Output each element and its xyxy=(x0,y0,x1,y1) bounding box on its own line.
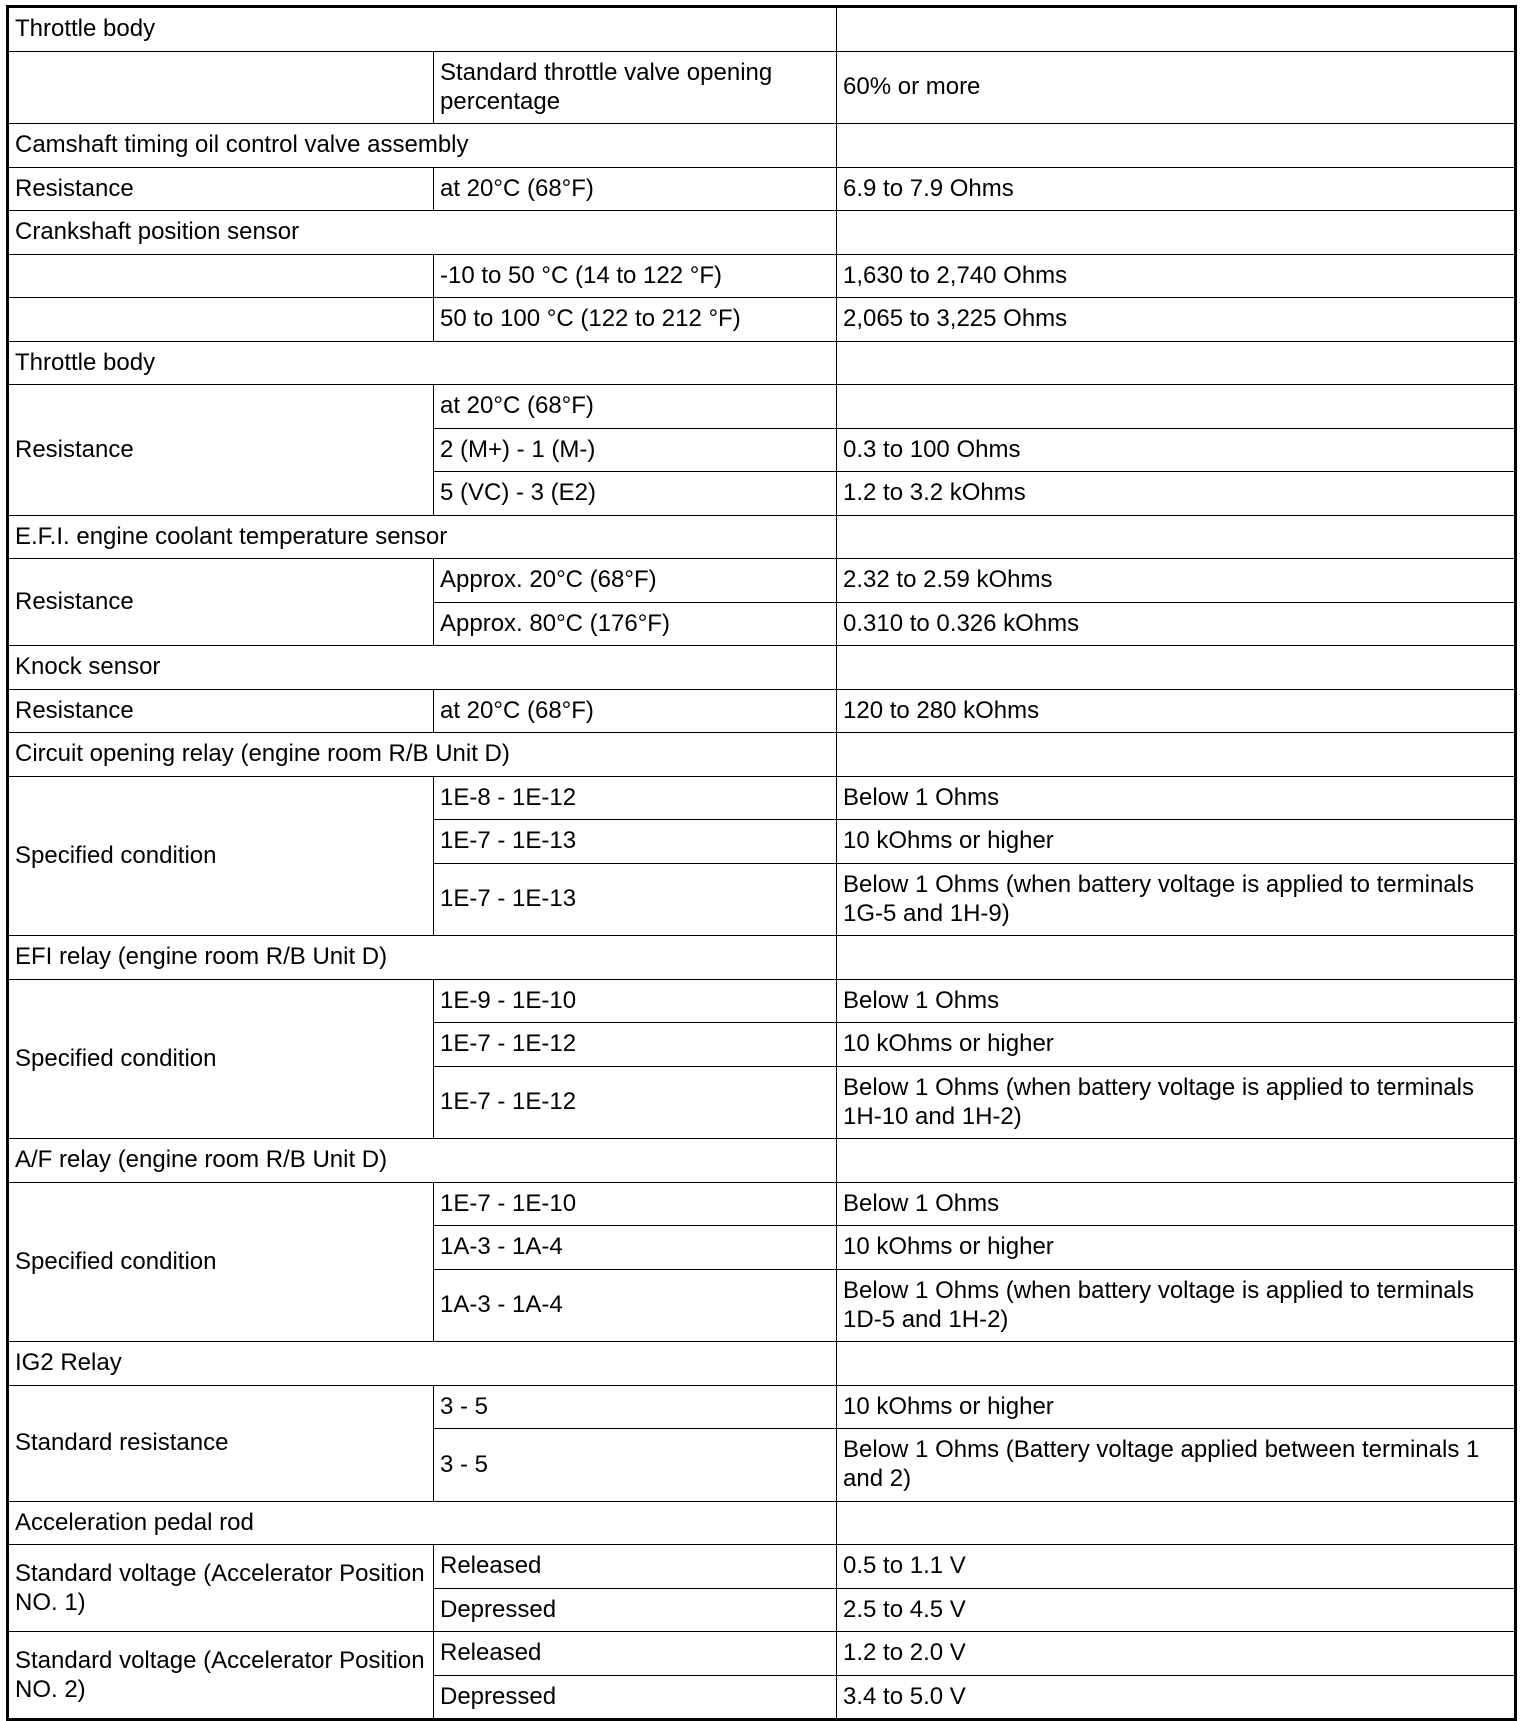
section-row xyxy=(8,1342,1516,1386)
value-cell: 10 kOhms or higher xyxy=(837,820,1516,864)
value-cell: 10 kOhms or higher xyxy=(837,1023,1516,1067)
empty-cell xyxy=(8,51,434,124)
condition-cell: -10 to 50 °C (14 to 122 °F) xyxy=(434,254,837,298)
section-row xyxy=(8,936,1516,980)
value-cell: 10 kOhms or higher xyxy=(837,1226,1516,1270)
item-cell: Specified condition xyxy=(8,1182,434,1342)
value-cell: Below 1 Ohms (when battery voltage is applied to terminals 1D-5 and 1H-2) xyxy=(837,1269,1516,1342)
table-row xyxy=(8,254,1516,298)
empty-cell xyxy=(837,1501,1516,1545)
value-cell: 0.3 to 100 Ohms xyxy=(837,428,1516,472)
condition-cell: 1A-3 - 1A-4 xyxy=(434,1226,837,1270)
condition-cell: Approx. 80°C (176°F) xyxy=(434,602,837,646)
condition-cell: 1A-3 - 1A-4 xyxy=(434,1269,837,1342)
condition-cell: 50 to 100 °C (122 to 212 °F) xyxy=(434,298,837,342)
value-cell: Below 1 Ohms xyxy=(837,979,1516,1023)
section-row xyxy=(8,211,1516,255)
section-row xyxy=(8,1139,1516,1183)
condition-cell: at 20°C (68°F) xyxy=(434,167,837,211)
section-title: Camshaft timing oil control valve assembly xyxy=(8,124,837,168)
empty-cell xyxy=(837,733,1516,777)
value-cell: 2.5 to 4.5 V xyxy=(837,1588,1516,1632)
section-row xyxy=(8,1501,1516,1545)
condition-cell: 1E-7 - 1E-10 xyxy=(434,1182,837,1226)
table-row xyxy=(8,1385,1516,1429)
condition-cell: 2 (M+) - 1 (M-) xyxy=(434,428,837,472)
section-row xyxy=(8,515,1516,559)
value-cell: 1.2 to 2.0 V xyxy=(837,1632,1516,1676)
table-row xyxy=(8,979,1516,1023)
value-cell: 0.5 to 1.1 V xyxy=(837,1545,1516,1589)
item-cell: Standard voltage (Accelerator Position NO. 2) xyxy=(8,1632,434,1720)
section-title: Circuit opening relay (engine room R/B Unit D) xyxy=(8,733,837,777)
item-cell: Specified condition xyxy=(8,979,434,1139)
value-cell: 2,065 to 3,225 Ohms xyxy=(837,298,1516,342)
table-row xyxy=(8,51,1516,124)
empty-cell xyxy=(8,254,434,298)
section-row xyxy=(8,733,1516,777)
value-cell: 3.4 to 5.0 V xyxy=(837,1675,1516,1720)
condition-cell: at 20°C (68°F) xyxy=(434,689,837,733)
table-row xyxy=(8,1182,1516,1226)
condition-cell: 1E-9 - 1E-10 xyxy=(434,979,837,1023)
empty-cell xyxy=(8,298,434,342)
value-cell: 6.9 to 7.9 Ohms xyxy=(837,167,1516,211)
condition-cell: 1E-7 - 1E-12 xyxy=(434,1066,837,1139)
section-title: E.F.I. engine coolant temperature sensor xyxy=(8,515,837,559)
condition-cell: Released xyxy=(434,1545,837,1589)
table-row xyxy=(8,167,1516,211)
item-cell: Resistance xyxy=(8,385,434,516)
value-cell: 0.310 to 0.326 kOhms xyxy=(837,602,1516,646)
table-row xyxy=(8,689,1516,733)
empty-cell xyxy=(837,515,1516,559)
value-cell: Below 1 Ohms (when battery voltage is applied to terminals 1H-10 and 1H-2) xyxy=(837,1066,1516,1139)
value-cell: 1,630 to 2,740 Ohms xyxy=(837,254,1516,298)
value-cell: 60% or more xyxy=(837,51,1516,124)
empty-cell xyxy=(837,7,1516,52)
specifications-table xyxy=(6,5,1517,1721)
section-title: Throttle body xyxy=(8,341,837,385)
empty-cell xyxy=(837,1139,1516,1183)
empty-cell xyxy=(837,1342,1516,1386)
value-cell: Below 1 Ohms xyxy=(837,1182,1516,1226)
table-row xyxy=(8,559,1516,603)
empty-cell xyxy=(837,124,1516,168)
condition-cell: 5 (VC) - 3 (E2) xyxy=(434,472,837,516)
value-cell: 1.2 to 3.2 kOhms xyxy=(837,472,1516,516)
condition-cell: 1E-7 - 1E-12 xyxy=(434,1023,837,1067)
condition-cell: 1E-8 - 1E-12 xyxy=(434,776,837,820)
table-row xyxy=(8,1632,1516,1676)
item-cell: Standard voltage (Accelerator Position NO. 1) xyxy=(8,1545,434,1632)
section-title: EFI relay (engine room R/B Unit D) xyxy=(8,936,837,980)
table-row xyxy=(8,776,1516,820)
table-row xyxy=(8,1545,1516,1589)
table-row xyxy=(8,298,1516,342)
condition-cell: 3 - 5 xyxy=(434,1429,837,1502)
empty-cell xyxy=(837,936,1516,980)
table-row xyxy=(8,385,1516,429)
condition-cell: Standard throttle valve opening percentage xyxy=(434,51,837,124)
condition-cell: 1E-7 - 1E-13 xyxy=(434,863,837,936)
item-cell: Specified condition xyxy=(8,776,434,936)
section-row xyxy=(8,341,1516,385)
section-row xyxy=(8,124,1516,168)
section-title: Crankshaft position sensor xyxy=(8,211,837,255)
empty-cell xyxy=(837,211,1516,255)
section-title: Acceleration pedal rod xyxy=(8,1501,837,1545)
value-cell: 10 kOhms or higher xyxy=(837,1385,1516,1429)
condition-cell: 1E-7 - 1E-13 xyxy=(434,820,837,864)
condition-cell: Approx. 20°C (68°F) xyxy=(434,559,837,603)
value-cell: Below 1 Ohms (when battery voltage is applied to terminals 1G-5 and 1H-9) xyxy=(837,863,1516,936)
value-cell: 120 to 280 kOhms xyxy=(837,689,1516,733)
section-title: Knock sensor xyxy=(8,646,837,690)
value-cell: Below 1 Ohms (Battery voltage applied between terminals 1 and 2) xyxy=(837,1429,1516,1502)
section-row xyxy=(8,646,1516,690)
section-title: A/F relay (engine room R/B Unit D) xyxy=(8,1139,837,1183)
value-cell: 2.32 to 2.59 kOhms xyxy=(837,559,1516,603)
condition-cell: 3 - 5 xyxy=(434,1385,837,1429)
condition-cell: Released xyxy=(434,1632,837,1676)
section-title: Throttle body xyxy=(8,7,837,52)
item-cell: Resistance xyxy=(8,167,434,211)
condition-cell: at 20°C (68°F) xyxy=(434,385,837,429)
section-row xyxy=(8,7,1516,52)
empty-cell xyxy=(837,646,1516,690)
item-cell: Resistance xyxy=(8,559,434,646)
empty-cell xyxy=(837,341,1516,385)
item-cell: Resistance xyxy=(8,689,434,733)
section-title: IG2 Relay xyxy=(8,1342,837,1386)
value-cell: Below 1 Ohms xyxy=(837,776,1516,820)
condition-cell: Depressed xyxy=(434,1675,837,1720)
value-cell xyxy=(837,385,1516,429)
item-cell: Standard resistance xyxy=(8,1385,434,1501)
condition-cell: Depressed xyxy=(434,1588,837,1632)
